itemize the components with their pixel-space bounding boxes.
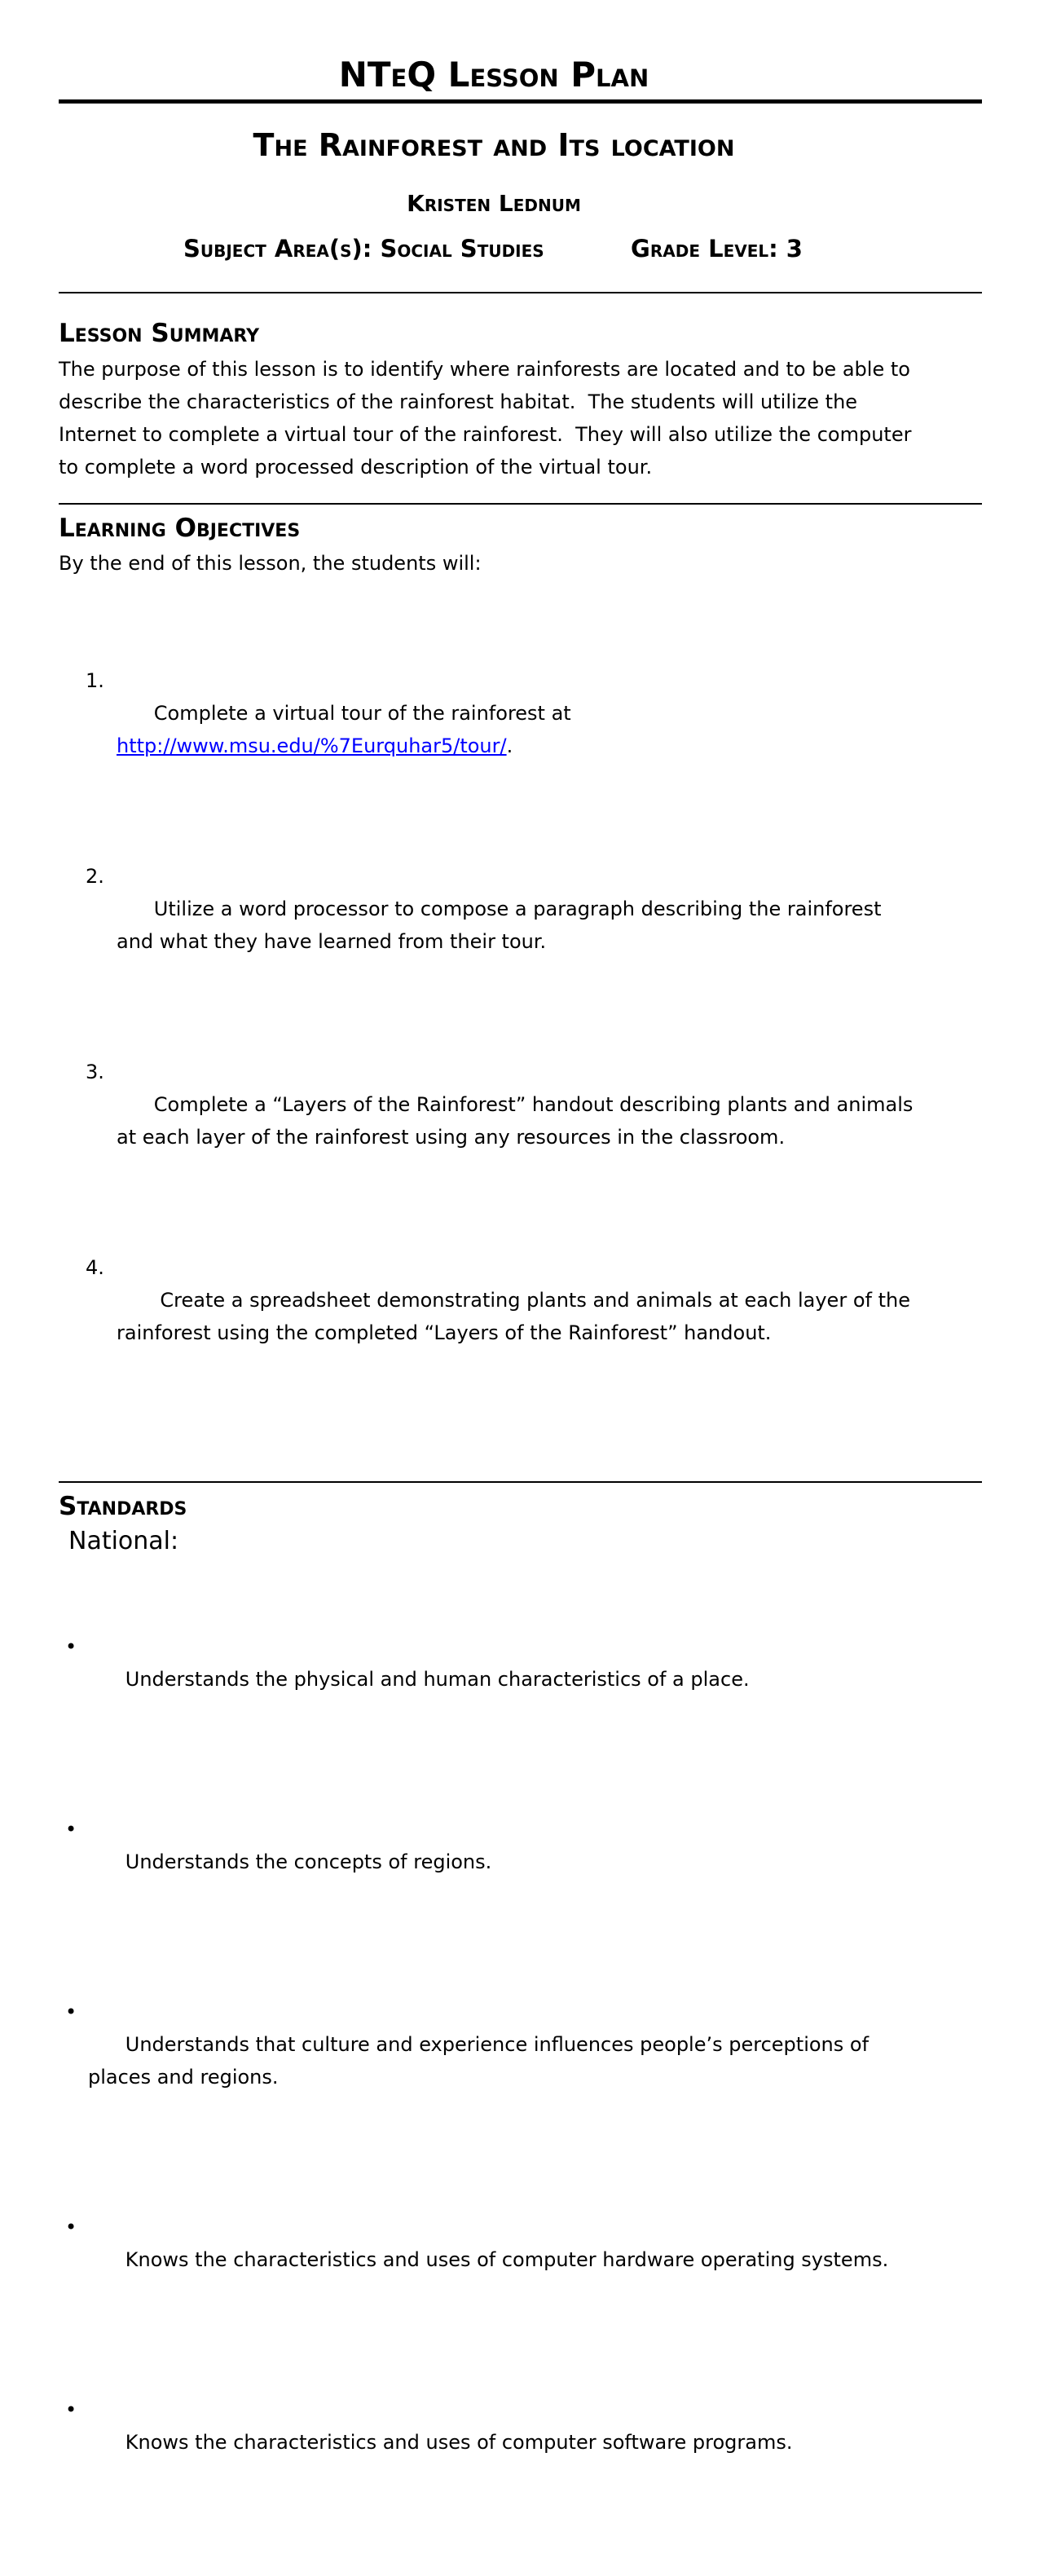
standards-region-label: National: xyxy=(68,1527,179,1556)
lesson-summary-paragraph: The purpose of this lesson is to identify where rainforests are located and to be able to describe the characteristics of the rainforest habitat. The students will utilize the Internet to complete a virtual tour of the rainforest. They will also utilize the computer to complete a word processed description of the virtual tour. xyxy=(59,358,918,479)
standards-list xyxy=(59,1565,906,2576)
objective-text-after-link: . xyxy=(506,734,513,757)
objective-item xyxy=(117,1251,924,1382)
rainforest-tour-link[interactable]: http://www.msu.edu/%7Eurquhar5/tour/ xyxy=(117,734,507,757)
header-divider xyxy=(59,292,982,293)
subject-area-label: Subject Area(s): Social Studies xyxy=(183,234,544,262)
standard-text: Understands that culture and experience influences people’s perceptions of places and regions. xyxy=(88,2033,875,2089)
author-name: Kristen Lednum xyxy=(407,189,581,217)
standard-item xyxy=(88,2211,906,2309)
standard-text: Knows the characteristics and uses of computer software programs. xyxy=(125,2431,793,2455)
standard-text: Knows the characteristics and uses of computer hardware operating systems. xyxy=(125,2248,889,2272)
objective-text: Utilize a word processor to compose a paragraph describing the rainforest and what they have learned from their tour. xyxy=(117,897,888,953)
standard-item xyxy=(88,1996,906,2126)
lesson-summary-heading: Lesson Summary xyxy=(59,318,260,348)
standards-heading: Standards xyxy=(59,1491,187,1521)
document-subtitle: The Rainforest and Its location xyxy=(253,127,735,164)
summary-divider xyxy=(59,503,982,505)
meta-row xyxy=(59,235,929,262)
standards-divider xyxy=(59,1481,982,1483)
objective-item xyxy=(117,860,924,990)
objective-text: Create a spreadsheet demonstrating plants and animals at each layer of the rainforest using the completed “Layers of the Rainforest” handout. xyxy=(117,1288,917,1344)
standard-item xyxy=(88,1813,906,1911)
learning-objectives-heading: Learning Objectives xyxy=(59,514,301,544)
title-divider xyxy=(59,99,982,104)
objective-item xyxy=(117,664,924,795)
learning-objectives-list xyxy=(59,599,924,1447)
objective-text: Complete a virtual tour of the rainforest at xyxy=(153,701,578,725)
document-page xyxy=(0,55,1039,2455)
learning-objectives-intro: By the end of this lesson, the students will: xyxy=(59,551,482,575)
standard-text: Understands the concepts of regions. xyxy=(125,1850,492,1874)
grade-level-label: Grade Level: 3 xyxy=(631,234,803,262)
objective-text: Complete a “Layers of the Rainforest” handout describing plants and animals at each layer of the rainforest using any resources in the classroom. xyxy=(117,1092,920,1149)
standard-item xyxy=(88,1630,906,1728)
standard-text: Understands the physical and human characteristics of a place. xyxy=(125,1668,750,1692)
page-title: NTeQ Lesson Plan xyxy=(338,55,649,95)
objective-item xyxy=(117,1056,924,1186)
standard-item xyxy=(88,2393,906,2491)
